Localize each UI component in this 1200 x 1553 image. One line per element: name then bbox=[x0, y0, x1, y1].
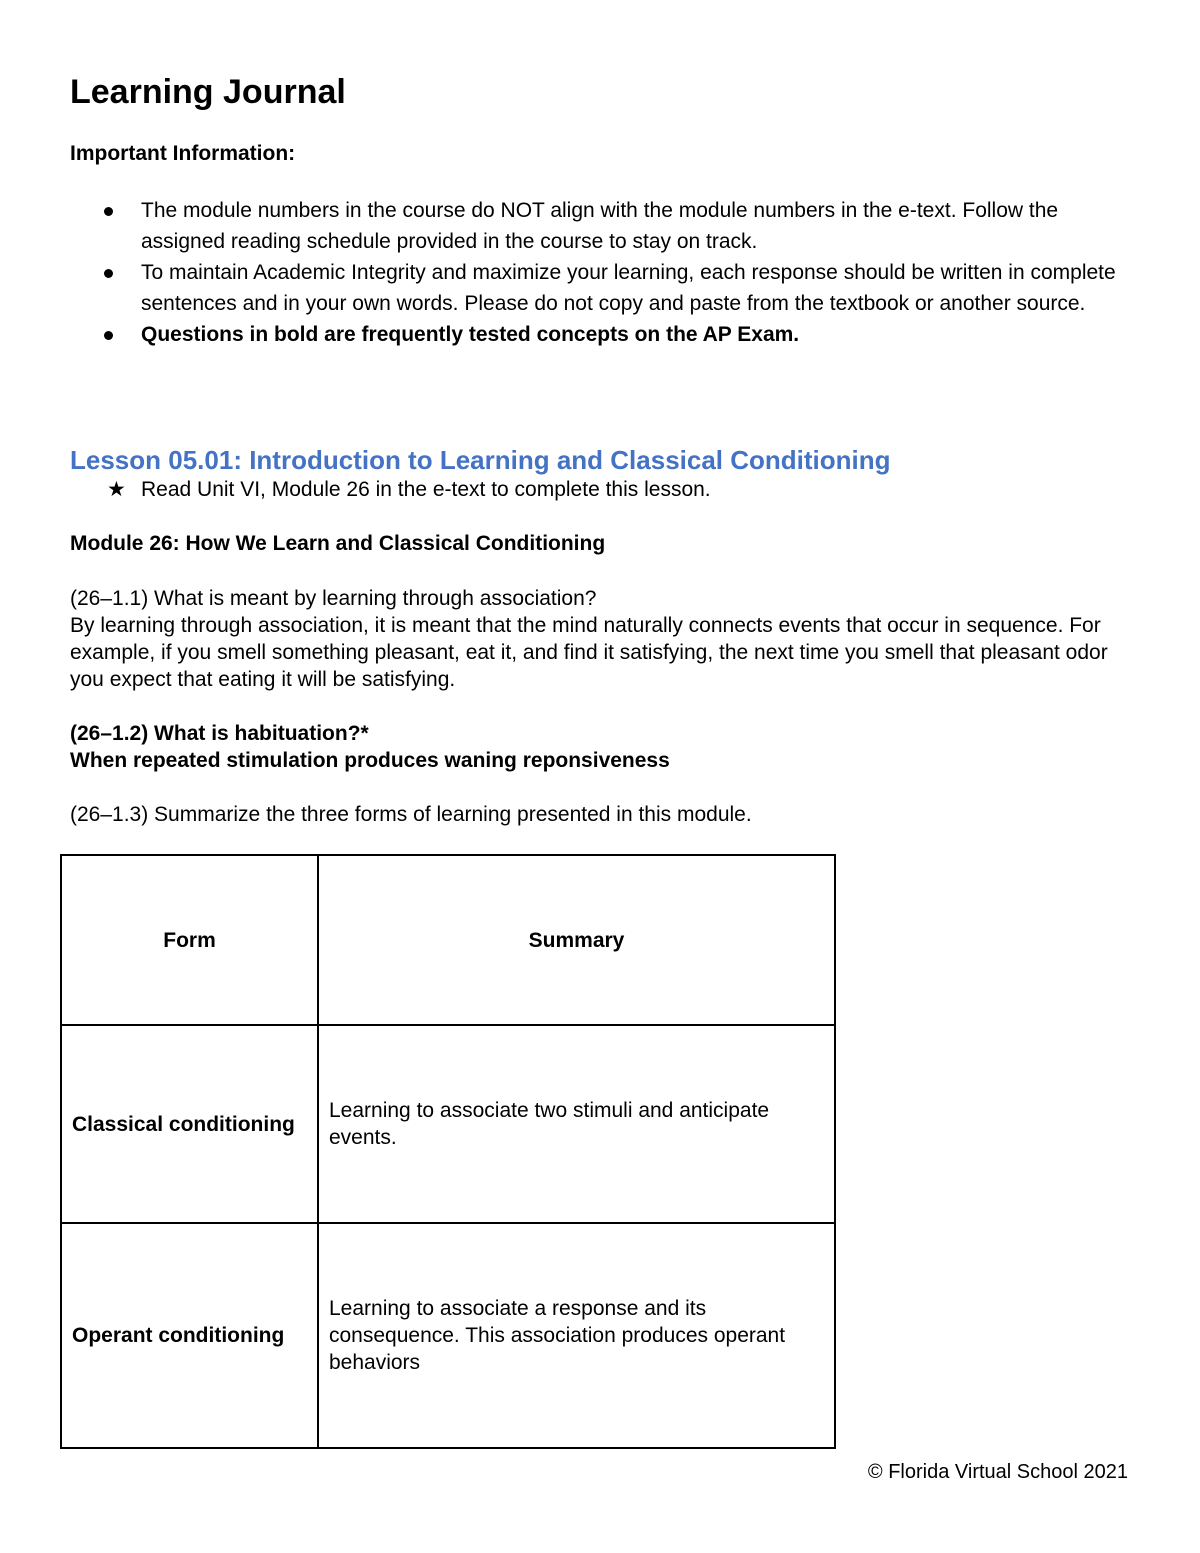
list-item bbox=[70, 319, 1140, 350]
lesson-title: Lesson 05.01: Introduction to Learning and Classical Conditioning bbox=[70, 445, 891, 475]
page-title: Learning Journal bbox=[70, 73, 346, 111]
important-info-list bbox=[70, 195, 1140, 350]
summary-cell: Learning to associate a response and its consequence. This association produces operant behaviors bbox=[318, 1223, 835, 1448]
reading-assignment-text: Read Unit VI, Module 26 in the e-text to complete this lesson. bbox=[141, 478, 711, 501]
column-header-summary: Summary bbox=[318, 855, 835, 1025]
bullet-icon bbox=[104, 269, 113, 278]
star-icon: ★ bbox=[107, 478, 126, 501]
question-text: (26–1.1) What is meant by learning through association? bbox=[70, 587, 597, 610]
answer-text: By learning through association, it is meant that the mind naturally connects events that occur in sequence. For example, if you smell something pleasant, eat it, and find it satisfying, the next time you smell that pleasant odor you expect that eating it will be satisfying. bbox=[70, 614, 1108, 691]
question-block-1 bbox=[70, 585, 1130, 693]
form-cell: Operant conditioning bbox=[61, 1223, 318, 1448]
list-item bbox=[70, 195, 1140, 257]
module-title: Module 26: How We Learn and Classical Conditioning bbox=[70, 532, 606, 555]
important-info-label: Important Information: bbox=[70, 142, 296, 165]
summary-cell: Learning to associate two stimuli and anticipate events. bbox=[318, 1025, 835, 1223]
question-text: (26–1.3) Summarize the three forms of learning presented in this module. bbox=[70, 803, 752, 826]
reading-assignment bbox=[107, 477, 711, 503]
copyright-footer: © Florida Virtual School 2021 bbox=[867, 1461, 1128, 1483]
bullet-icon bbox=[104, 207, 113, 216]
list-item-text: To maintain Academic Integrity and maximize your learning, each response should be written in complete sentences and in your own words. Please do not copy and paste from the textbook or another source. bbox=[141, 261, 1116, 315]
table-header-row bbox=[61, 855, 835, 1025]
table-row bbox=[61, 1223, 835, 1448]
list-item bbox=[70, 257, 1140, 319]
form-cell: Classical conditioning bbox=[61, 1025, 318, 1223]
question-block-2 bbox=[70, 720, 1130, 774]
bullet-icon bbox=[104, 331, 113, 340]
answer-text: When repeated stimulation produces waning reponsiveness bbox=[70, 749, 670, 772]
question-block-3 bbox=[70, 801, 1130, 828]
question-text: (26–1.2) What is habituation?* bbox=[70, 722, 369, 745]
table-row bbox=[61, 1025, 835, 1223]
list-item-text: The module numbers in the course do NOT align with the module numbers in the e-text. Follow the assigned reading schedule provided in the course to stay on track. bbox=[141, 199, 1059, 253]
column-header-form: Form bbox=[61, 855, 318, 1025]
list-item-text: Questions in bold are frequently tested concepts on the AP Exam. bbox=[141, 323, 800, 346]
forms-of-learning-table bbox=[60, 854, 836, 1449]
